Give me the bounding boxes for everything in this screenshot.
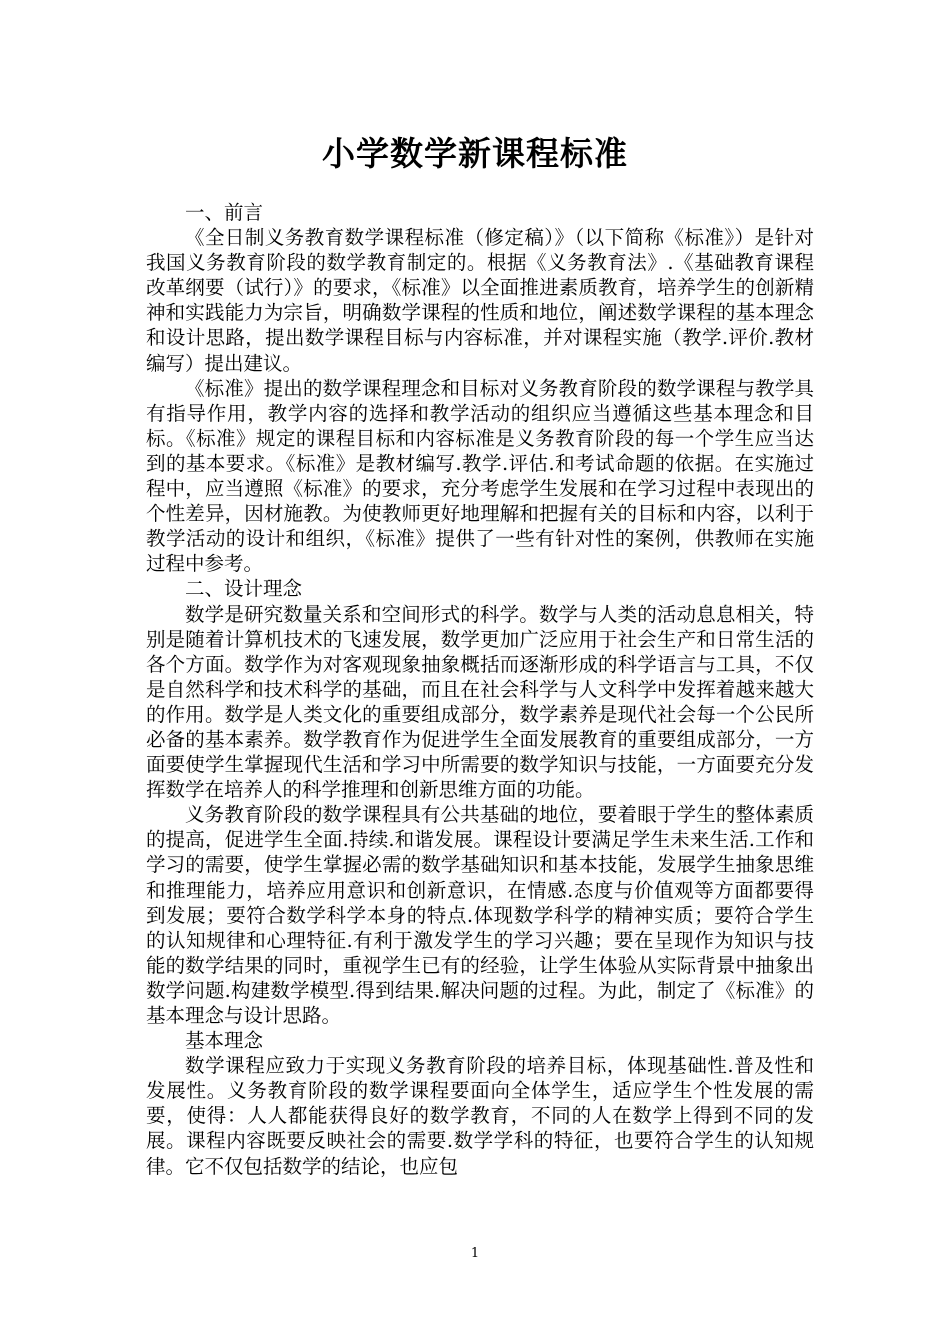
section-heading-preface: 一、前言 [185, 201, 264, 224]
document-title: 小学数学新课程标准 [322, 134, 628, 173]
section-heading-basic-concepts: 基本理念 [185, 1029, 264, 1053]
body-paragraph: 义务教育阶段的数学课程具有公共基础的地位，要着眼于学生的整体素质的提高，促进学生全面.持续.和谐发展。课程设计要满足学生未来生活.工作和学习的需要，使学生掌握必需的数学基础知识和基本技能，发展学生抽象思维和推理能力，培养应用意识和创新意识，在情感.态度与价值观等方面都要得到发展；要符合数学科学本身的特点.体现数学科学的精神实质；要符合学生的认知规律和心理特征.有利于激发学生的学习兴趣；要在呈现作为知识与技能的数学结果的同时，重视学生已有的经验，让学生体验从实际背景中抽象出数学问题.构建数学模型.得到结果.解决问题的过程。为此，制定了《标准》的基本理念与设计思路。 [146, 803, 814, 1027]
body-paragraph: 数学是研究数量关系和空间形式的科学。数学与人类的活动息息相关，特别是随着计算机技术的飞速发展，数学更加广泛应用于社会生产和日常生活的各个方面。数学作为对客观现象抽象概括而逐渐形成的科学语言与工具，不仅是自然科学和技术科学的基础，而且在社会科学与人文科学中发挥着越来越大的作用。数学是人类文化的重要组成部分，数学素养是现代社会每一个公民所必备的基本素养。数学教育作为促进学生全面发展教育的重要组成部分，一方面要使学生掌握现代生活和学习中所需要的数学知识与技能，一方面要充分发挥数学在培养人的科学推理和创新思维方面的功能。 [146, 602, 814, 802]
body-paragraph: 《标准》提出的数学课程理念和目标对义务教育阶段的数学课程与教学具有指导作用，教学内容的选择和教学活动的组织应当遵循这些基本理念和目标。《标准》规定的课程目标和内容标准是义务教育阶段的每一个学生应当达到的基本要求。《标准》是教材编写.教学.评估.和考试命题的依据。在实施过程中，应当遵照《标准》的要求，充分考虑学生发展和在学习过程中表现出的个性差异，因材施教。为使教师更好地理解和把握有关的目标和内容，以利于教学活动的设计和组织，《标准》提供了一些有针对性的案例，供教师在实施过程中参考。 [146, 376, 814, 576]
section-heading-design: 二、设计理念 [185, 577, 303, 601]
body-paragraph: 数学课程应致力于实现义务教育阶段的培养目标，体现基础性.普及性和发展性。义务教育阶段的数学课程要面向全体学生，适应学生个性发展的需要，使得：人人都能获得良好的数学教育，不同的人在数学上得到不同的发展。课程内容既要反映社会的需要.数学学科的特征，也要符合学生的认知规律。它不仅包括数学的结论，也应包 [146, 1054, 814, 1178]
page-number: 1 [470, 1246, 480, 1261]
document-body [146, 200, 814, 1179]
body-paragraph: 《全日制义务教育数学课程标准（修定稿）》（以下简称《标准》）是针对我国义务教育阶段的数学教育制定的。根据《义务教育法》.《基础教育课程改革纲要（试行）》的要求，《标准》以全面推进素质教育，培养学生的创新精神和实践能力为宗旨，明确数学课程的性质和地位，阐述数学课程的基本理念和设计思路，提出数学课程目标与内容标准，并对课程实施（教学.评价.教材编写）提出建议。 [146, 226, 814, 375]
